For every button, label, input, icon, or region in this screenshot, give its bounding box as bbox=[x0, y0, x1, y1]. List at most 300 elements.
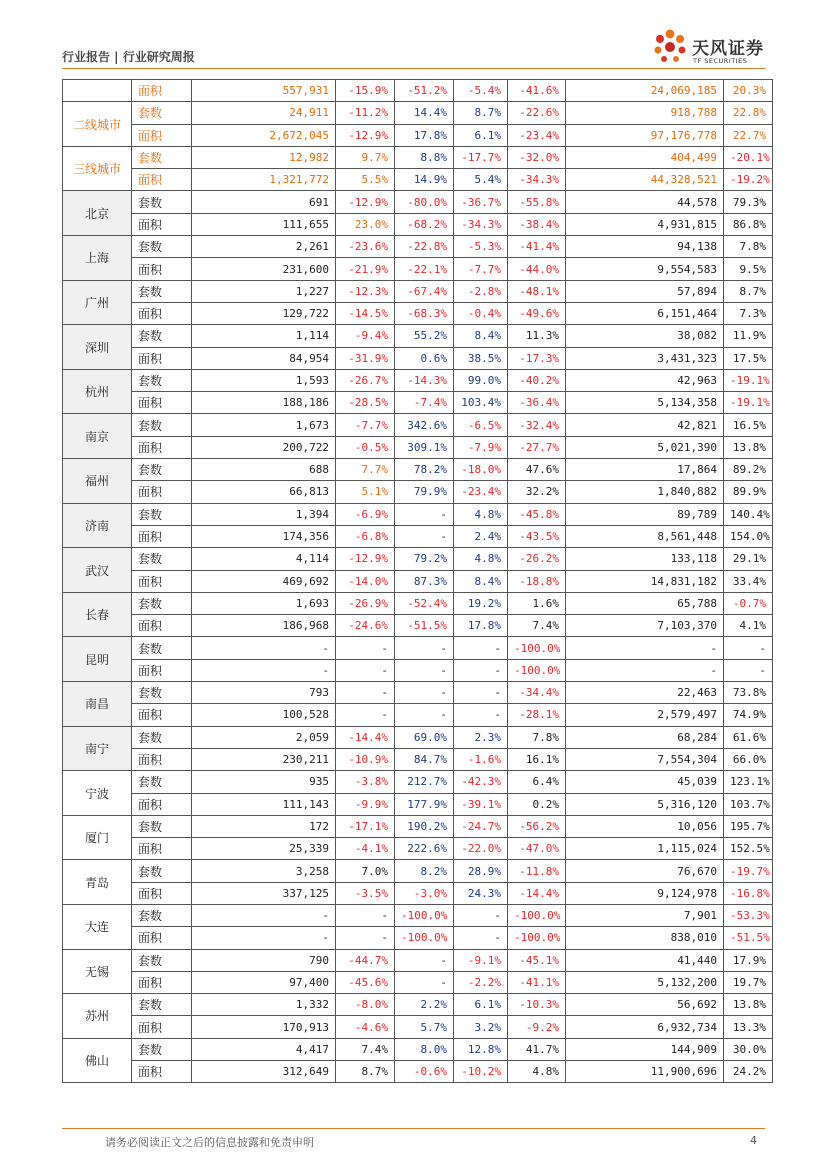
value-cell: 230,211 bbox=[192, 748, 336, 770]
value-cell: 79.3% bbox=[724, 191, 773, 213]
metric-label: 套数 bbox=[132, 1038, 192, 1060]
value-cell: 793 bbox=[192, 682, 336, 704]
value-cell: -100.0% bbox=[508, 659, 566, 681]
metric-label: 面积 bbox=[132, 525, 192, 547]
value-cell: -45.1% bbox=[508, 949, 566, 971]
value-cell: -67.4% bbox=[395, 280, 454, 302]
value-cell: -10.9% bbox=[336, 748, 395, 770]
value-cell: -32.0% bbox=[508, 146, 566, 168]
value-cell: -10.2% bbox=[454, 1061, 508, 1083]
city-cell: 南京 bbox=[63, 414, 132, 459]
value-cell: 222.6% bbox=[395, 838, 454, 860]
value-cell: 86.8% bbox=[724, 213, 773, 235]
value-cell: 99.0% bbox=[454, 369, 508, 391]
value-cell: 9,124,978 bbox=[566, 882, 724, 904]
city-cell: 北京 bbox=[63, 191, 132, 236]
value-cell: -51.5% bbox=[395, 615, 454, 637]
value-cell: -14.5% bbox=[336, 302, 395, 324]
table-row bbox=[63, 1061, 773, 1083]
value-cell: 6.1% bbox=[454, 124, 508, 146]
value-cell: - bbox=[395, 503, 454, 525]
value-cell: 12,982 bbox=[192, 146, 336, 168]
value-cell: -23.6% bbox=[336, 236, 395, 258]
value-cell: -28.5% bbox=[336, 392, 395, 414]
value-cell: -5.3% bbox=[454, 236, 508, 258]
value-cell: 918,788 bbox=[566, 102, 724, 124]
table-row bbox=[63, 124, 773, 146]
value-cell: 8.7% bbox=[454, 102, 508, 124]
value-cell: -51.2% bbox=[395, 80, 454, 102]
value-cell: 123.1% bbox=[724, 771, 773, 793]
value-cell: 25,339 bbox=[192, 838, 336, 860]
table-row bbox=[63, 258, 773, 280]
page-number: 4 bbox=[750, 1134, 757, 1147]
value-cell: - bbox=[454, 659, 508, 681]
city-cell: 佛山 bbox=[63, 1038, 132, 1083]
value-cell: 100,528 bbox=[192, 704, 336, 726]
value-cell: 24.2% bbox=[724, 1061, 773, 1083]
value-cell: -80.0% bbox=[395, 191, 454, 213]
value-cell: -12.9% bbox=[336, 124, 395, 146]
report-header: 行业报告 | 行业研究周报 bbox=[62, 50, 195, 64]
value-cell: -7.9% bbox=[454, 436, 508, 458]
value-cell: -48.1% bbox=[508, 280, 566, 302]
value-cell: 177.9% bbox=[395, 793, 454, 815]
metric-label: 面积 bbox=[132, 882, 192, 904]
value-cell: 13.8% bbox=[724, 994, 773, 1016]
value-cell: 231,600 bbox=[192, 258, 336, 280]
metric-label: 套数 bbox=[132, 236, 192, 258]
value-cell: 2.4% bbox=[454, 525, 508, 547]
value-cell: 68,284 bbox=[566, 726, 724, 748]
value-cell: 195.7% bbox=[724, 815, 773, 837]
value-cell: -6.8% bbox=[336, 525, 395, 547]
value-cell: 7,901 bbox=[566, 904, 724, 926]
table-row bbox=[63, 860, 773, 882]
value-cell: 2,672,045 bbox=[192, 124, 336, 146]
value-cell: - bbox=[336, 704, 395, 726]
value-cell: 22.7% bbox=[724, 124, 773, 146]
table-row bbox=[63, 659, 773, 681]
value-cell: -19.2% bbox=[724, 169, 773, 191]
table-row bbox=[63, 503, 773, 525]
value-cell: 111,655 bbox=[192, 213, 336, 235]
value-cell: 47.6% bbox=[508, 459, 566, 481]
value-cell: 4.8% bbox=[508, 1061, 566, 1083]
table-row bbox=[63, 838, 773, 860]
value-cell: 111,143 bbox=[192, 793, 336, 815]
value-cell: -23.4% bbox=[508, 124, 566, 146]
city-cell: 上海 bbox=[63, 236, 132, 281]
value-cell: -52.4% bbox=[395, 592, 454, 614]
value-cell: - bbox=[192, 659, 336, 681]
value-cell: -20.1% bbox=[724, 146, 773, 168]
value-cell: 5.1% bbox=[336, 481, 395, 503]
value-cell: - bbox=[395, 682, 454, 704]
value-cell: 87.3% bbox=[395, 570, 454, 592]
value-cell: 2.2% bbox=[395, 994, 454, 1016]
metric-label: 面积 bbox=[132, 704, 192, 726]
value-cell: -9.4% bbox=[336, 325, 395, 347]
value-cell: 7,554,304 bbox=[566, 748, 724, 770]
value-cell: 55.2% bbox=[395, 325, 454, 347]
value-cell: 133,118 bbox=[566, 548, 724, 570]
value-cell: - bbox=[395, 525, 454, 547]
table-row bbox=[63, 102, 773, 124]
metric-label: 面积 bbox=[132, 169, 192, 191]
value-cell: - bbox=[395, 704, 454, 726]
metric-label: 面积 bbox=[132, 927, 192, 949]
value-cell: 5,134,358 bbox=[566, 392, 724, 414]
table-row bbox=[63, 80, 773, 102]
table-row bbox=[63, 949, 773, 971]
value-cell: -21.9% bbox=[336, 258, 395, 280]
value-cell: 57,894 bbox=[566, 280, 724, 302]
value-cell: -19.7% bbox=[724, 860, 773, 882]
value-cell: -15.9% bbox=[336, 80, 395, 102]
value-cell: 8.8% bbox=[395, 146, 454, 168]
table-row bbox=[63, 748, 773, 770]
value-cell: - bbox=[336, 904, 395, 926]
table-row bbox=[63, 280, 773, 302]
value-cell: -7.4% bbox=[395, 392, 454, 414]
value-cell: 5,316,120 bbox=[566, 793, 724, 815]
value-cell: 7.4% bbox=[336, 1038, 395, 1060]
value-cell: -3.0% bbox=[395, 882, 454, 904]
metric-label: 套数 bbox=[132, 637, 192, 659]
value-cell: - bbox=[192, 904, 336, 926]
value-cell: -9.2% bbox=[508, 1016, 566, 1038]
table-row bbox=[63, 347, 773, 369]
value-cell: 8,561,448 bbox=[566, 525, 724, 547]
value-cell: -34.4% bbox=[508, 682, 566, 704]
metric-label: 面积 bbox=[132, 347, 192, 369]
logo-name-cn: 天风证券 bbox=[692, 39, 764, 59]
value-cell: 8.7% bbox=[336, 1061, 395, 1083]
value-cell: 6,151,464 bbox=[566, 302, 724, 324]
metric-label: 套数 bbox=[132, 682, 192, 704]
city-cell: 无锡 bbox=[63, 949, 132, 994]
value-cell: 32.2% bbox=[508, 481, 566, 503]
value-cell: -51.5% bbox=[724, 927, 773, 949]
table-row bbox=[63, 994, 773, 1016]
value-cell: 78.2% bbox=[395, 459, 454, 481]
value-cell: 94,138 bbox=[566, 236, 724, 258]
table-row bbox=[63, 971, 773, 993]
value-cell: 24,069,185 bbox=[566, 80, 724, 102]
metric-label: 面积 bbox=[132, 80, 192, 102]
table-row bbox=[63, 592, 773, 614]
value-cell: 144,909 bbox=[566, 1038, 724, 1060]
value-cell: -18.8% bbox=[508, 570, 566, 592]
value-cell: 79.2% bbox=[395, 548, 454, 570]
value-cell: 309.1% bbox=[395, 436, 454, 458]
city-cell: 宁波 bbox=[63, 771, 132, 816]
table-row bbox=[63, 213, 773, 235]
city-cell: 苏州 bbox=[63, 994, 132, 1039]
housing-transaction-table bbox=[62, 79, 773, 1083]
value-cell: 0.2% bbox=[508, 793, 566, 815]
value-cell: - bbox=[454, 904, 508, 926]
value-cell: -24.7% bbox=[454, 815, 508, 837]
value-cell: - bbox=[192, 927, 336, 949]
table-row bbox=[63, 325, 773, 347]
value-cell: 8.4% bbox=[454, 325, 508, 347]
value-cell: -39.1% bbox=[454, 793, 508, 815]
value-cell: 2,579,497 bbox=[566, 704, 724, 726]
metric-label: 套数 bbox=[132, 815, 192, 837]
value-cell: - bbox=[454, 682, 508, 704]
value-cell: -16.8% bbox=[724, 882, 773, 904]
city-cell: 厦门 bbox=[63, 815, 132, 860]
value-cell: -44.7% bbox=[336, 949, 395, 971]
value-cell: 23.0% bbox=[336, 213, 395, 235]
table-row bbox=[63, 726, 773, 748]
city-cell bbox=[63, 80, 132, 102]
value-cell: 76,670 bbox=[566, 860, 724, 882]
value-cell: 190.2% bbox=[395, 815, 454, 837]
value-cell: -12.9% bbox=[336, 548, 395, 570]
value-cell: 1,593 bbox=[192, 369, 336, 391]
value-cell: 33.4% bbox=[724, 570, 773, 592]
value-cell: 186,968 bbox=[192, 615, 336, 637]
value-cell: - bbox=[395, 659, 454, 681]
metric-label: 套数 bbox=[132, 726, 192, 748]
metric-label: 面积 bbox=[132, 481, 192, 503]
value-cell: 12.8% bbox=[454, 1038, 508, 1060]
value-cell: -47.0% bbox=[508, 838, 566, 860]
value-cell: -5.4% bbox=[454, 80, 508, 102]
value-cell: - bbox=[724, 637, 773, 659]
value-cell: 3,258 bbox=[192, 860, 336, 882]
value-cell: -1.6% bbox=[454, 748, 508, 770]
table-row bbox=[63, 481, 773, 503]
value-cell: 11.9% bbox=[724, 325, 773, 347]
metric-label: 面积 bbox=[132, 1016, 192, 1038]
value-cell: 0.6% bbox=[395, 347, 454, 369]
value-cell: -68.2% bbox=[395, 213, 454, 235]
value-cell: 24,911 bbox=[192, 102, 336, 124]
metric-label: 面积 bbox=[132, 748, 192, 770]
value-cell: 19.2% bbox=[454, 592, 508, 614]
value-cell: 152.5% bbox=[724, 838, 773, 860]
city-cell: 福州 bbox=[63, 459, 132, 504]
city-cell: 三线城市 bbox=[63, 146, 132, 191]
value-cell: -41.1% bbox=[508, 971, 566, 993]
metric-label: 套数 bbox=[132, 592, 192, 614]
city-cell: 二线城市 bbox=[63, 102, 132, 147]
value-cell: 17.9% bbox=[724, 949, 773, 971]
value-cell: 1,332 bbox=[192, 994, 336, 1016]
value-cell: -22.8% bbox=[395, 236, 454, 258]
metric-label: 面积 bbox=[132, 392, 192, 414]
city-cell: 昆明 bbox=[63, 637, 132, 682]
value-cell: -0.5% bbox=[336, 436, 395, 458]
city-cell: 深圳 bbox=[63, 325, 132, 370]
value-cell: 30.0% bbox=[724, 1038, 773, 1060]
value-cell: 691 bbox=[192, 191, 336, 213]
metric-label: 面积 bbox=[132, 258, 192, 280]
value-cell: -38.4% bbox=[508, 213, 566, 235]
city-cell: 青岛 bbox=[63, 860, 132, 905]
value-cell: 1,693 bbox=[192, 592, 336, 614]
value-cell: 89,789 bbox=[566, 503, 724, 525]
value-cell: 469,692 bbox=[192, 570, 336, 592]
table-row bbox=[63, 882, 773, 904]
footer-disclaimer: 请务必阅读正文之后的信息披露和免责申明 bbox=[105, 1136, 314, 1149]
city-cell: 杭州 bbox=[63, 369, 132, 414]
value-cell: -41.4% bbox=[508, 236, 566, 258]
value-cell: -9.1% bbox=[454, 949, 508, 971]
value-cell: 41.7% bbox=[508, 1038, 566, 1060]
value-cell: 129,722 bbox=[192, 302, 336, 324]
value-cell: - bbox=[336, 682, 395, 704]
value-cell: 342.6% bbox=[395, 414, 454, 436]
table-row bbox=[63, 1016, 773, 1038]
table-row bbox=[63, 904, 773, 926]
value-cell: 103.7% bbox=[724, 793, 773, 815]
value-cell: -3.8% bbox=[336, 771, 395, 793]
value-cell: 44,328,521 bbox=[566, 169, 724, 191]
value-cell: 404,499 bbox=[566, 146, 724, 168]
metric-label: 套数 bbox=[132, 325, 192, 347]
value-cell: -44.0% bbox=[508, 258, 566, 280]
value-cell: 5,132,200 bbox=[566, 971, 724, 993]
value-cell: -36.7% bbox=[454, 191, 508, 213]
table-row bbox=[63, 927, 773, 949]
metric-label: 面积 bbox=[132, 659, 192, 681]
value-cell: 9.7% bbox=[336, 146, 395, 168]
table-row bbox=[63, 459, 773, 481]
table-row bbox=[63, 146, 773, 168]
value-cell: 174,356 bbox=[192, 525, 336, 547]
city-cell: 大连 bbox=[63, 904, 132, 949]
value-cell: - bbox=[454, 927, 508, 949]
value-cell: 7.8% bbox=[508, 726, 566, 748]
footer-divider bbox=[62, 1128, 765, 1129]
metric-label: 套数 bbox=[132, 503, 192, 525]
value-cell: 1,394 bbox=[192, 503, 336, 525]
value-cell: 97,400 bbox=[192, 971, 336, 993]
metric-label: 套数 bbox=[132, 994, 192, 1016]
value-cell: 6.1% bbox=[454, 994, 508, 1016]
value-cell: 838,010 bbox=[566, 927, 724, 949]
value-cell: 4,931,815 bbox=[566, 213, 724, 235]
metric-label: 面积 bbox=[132, 838, 192, 860]
value-cell: -22.1% bbox=[395, 258, 454, 280]
value-cell: - bbox=[336, 659, 395, 681]
value-cell: 5,021,390 bbox=[566, 436, 724, 458]
value-cell: 17.8% bbox=[454, 615, 508, 637]
metric-label: 套数 bbox=[132, 860, 192, 882]
value-cell: 29.1% bbox=[724, 548, 773, 570]
value-cell: 14.9% bbox=[395, 169, 454, 191]
value-cell: 9,554,583 bbox=[566, 258, 724, 280]
value-cell: -100.0% bbox=[508, 927, 566, 949]
value-cell: -6.9% bbox=[336, 503, 395, 525]
table-row bbox=[63, 793, 773, 815]
value-cell: 5.7% bbox=[395, 1016, 454, 1038]
value-cell: - bbox=[566, 659, 724, 681]
metric-label: 套数 bbox=[132, 459, 192, 481]
value-cell: - bbox=[336, 637, 395, 659]
metric-label: 面积 bbox=[132, 1061, 192, 1083]
value-cell: -43.5% bbox=[508, 525, 566, 547]
value-cell: -3.5% bbox=[336, 882, 395, 904]
value-cell: 1.6% bbox=[508, 592, 566, 614]
value-cell: -7.7% bbox=[454, 258, 508, 280]
metric-label: 套数 bbox=[132, 414, 192, 436]
city-cell: 南宁 bbox=[63, 726, 132, 771]
value-cell: 4.1% bbox=[724, 615, 773, 637]
metric-label: 套数 bbox=[132, 771, 192, 793]
value-cell: 66,813 bbox=[192, 481, 336, 503]
value-cell: 3,431,323 bbox=[566, 347, 724, 369]
value-cell: 2.3% bbox=[454, 726, 508, 748]
city-cell: 南昌 bbox=[63, 682, 132, 727]
value-cell: 5.4% bbox=[454, 169, 508, 191]
metric-label: 面积 bbox=[132, 971, 192, 993]
value-cell: - bbox=[192, 637, 336, 659]
value-cell: -12.9% bbox=[336, 191, 395, 213]
value-cell: 140.4% bbox=[724, 503, 773, 525]
value-cell: 1,114 bbox=[192, 325, 336, 347]
value-cell: 89.9% bbox=[724, 481, 773, 503]
value-cell: 17.5% bbox=[724, 347, 773, 369]
value-cell: -22.6% bbox=[508, 102, 566, 124]
value-cell: 688 bbox=[192, 459, 336, 481]
value-cell: 1,673 bbox=[192, 414, 336, 436]
value-cell: 2,059 bbox=[192, 726, 336, 748]
value-cell: - bbox=[395, 637, 454, 659]
metric-label: 面积 bbox=[132, 302, 192, 324]
value-cell: 8.4% bbox=[454, 570, 508, 592]
company-logo bbox=[650, 26, 770, 70]
value-cell: -26.7% bbox=[336, 369, 395, 391]
value-cell: 61.6% bbox=[724, 726, 773, 748]
value-cell: 24.3% bbox=[454, 882, 508, 904]
value-cell: -49.6% bbox=[508, 302, 566, 324]
value-cell: -32.4% bbox=[508, 414, 566, 436]
table-row bbox=[63, 436, 773, 458]
value-cell: -18.0% bbox=[454, 459, 508, 481]
value-cell: 1,321,772 bbox=[192, 169, 336, 191]
value-cell: 9.5% bbox=[724, 258, 773, 280]
value-cell: -2.2% bbox=[454, 971, 508, 993]
value-cell: -11.2% bbox=[336, 102, 395, 124]
table-row bbox=[63, 191, 773, 213]
value-cell: 1,115,024 bbox=[566, 838, 724, 860]
value-cell: -100.0% bbox=[508, 637, 566, 659]
value-cell: 42,963 bbox=[566, 369, 724, 391]
value-cell: -68.3% bbox=[395, 302, 454, 324]
table-row bbox=[63, 682, 773, 704]
value-cell: 4.8% bbox=[454, 503, 508, 525]
value-cell: -17.3% bbox=[508, 347, 566, 369]
flower-logo-icon bbox=[650, 26, 690, 66]
value-cell: 6.4% bbox=[508, 771, 566, 793]
value-cell: -6.5% bbox=[454, 414, 508, 436]
value-cell: - bbox=[454, 704, 508, 726]
value-cell: -26.9% bbox=[336, 592, 395, 614]
value-cell: -45.8% bbox=[508, 503, 566, 525]
value-cell: 79.9% bbox=[395, 481, 454, 503]
value-cell: - bbox=[395, 949, 454, 971]
value-cell: - bbox=[395, 971, 454, 993]
value-cell: -0.4% bbox=[454, 302, 508, 324]
value-cell: 16.1% bbox=[508, 748, 566, 770]
metric-label: 面积 bbox=[132, 124, 192, 146]
